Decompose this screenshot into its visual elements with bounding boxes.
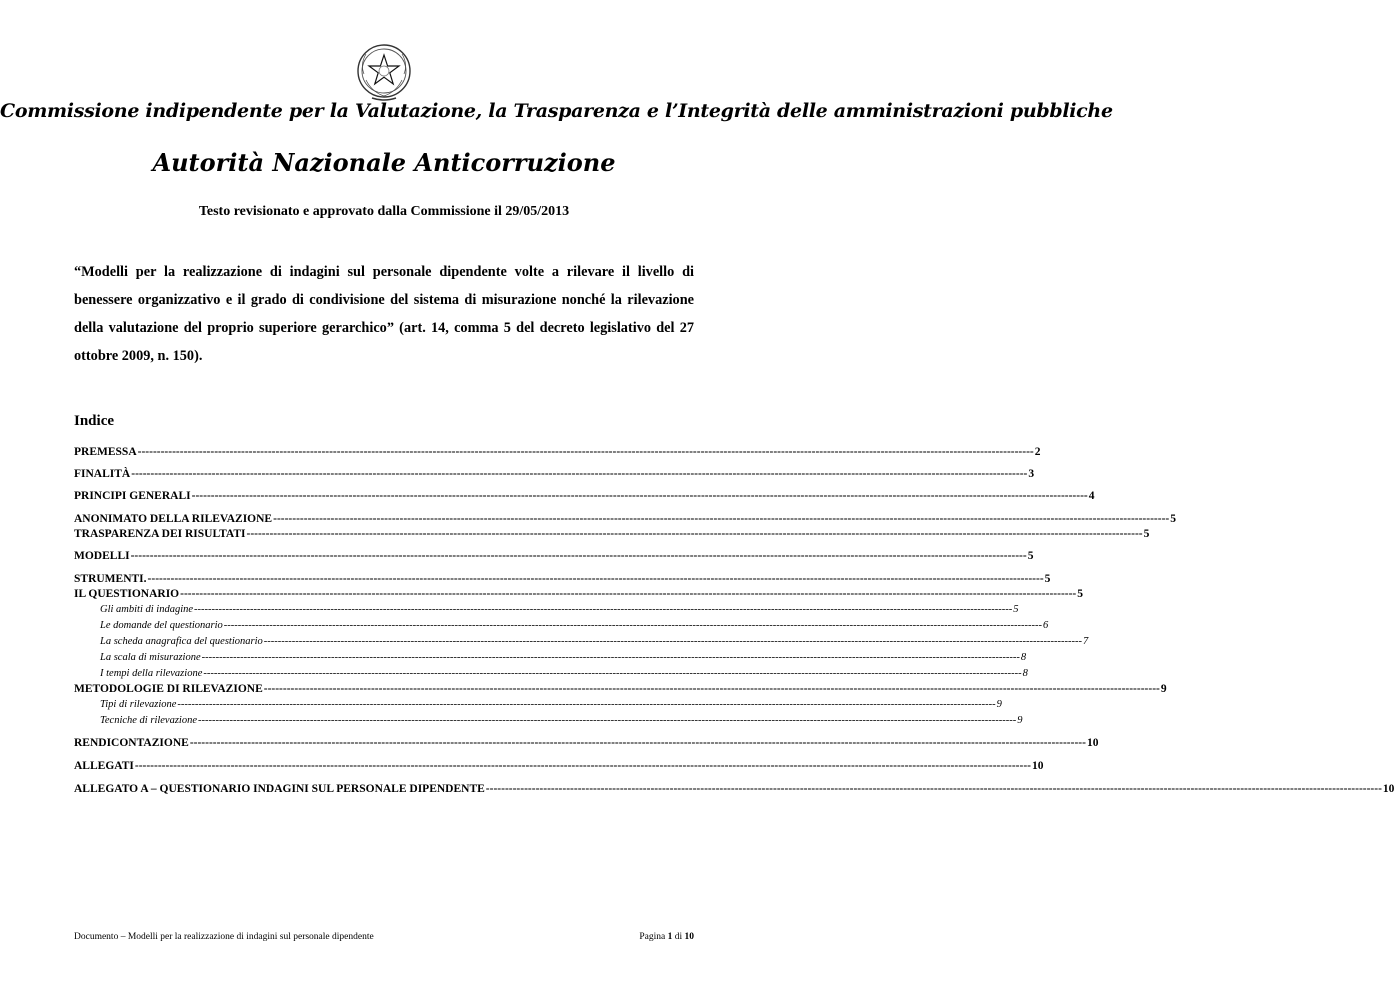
toc-leader <box>246 528 1142 540</box>
toc-entry-tecniche[interactable] <box>100 715 1023 726</box>
toc-entry-page: 7 <box>1082 636 1089 647</box>
footer-page-number <box>620 932 694 942</box>
index-heading: Indice <box>74 413 115 429</box>
toc-entry-label: Le domande del questionario <box>100 620 223 631</box>
toc-leader <box>190 737 1086 749</box>
document-title: “Modelli per la realizzazione di indagini sul personale dipendente volte a rilevare il livello di benessere organizzativo e il grado di condivisione del sistema di misurazione nonché la rilevazione della valutazione del proprio superiore gerarchico” (art. 14, comma 5 del decreto legislativo del 27 ottobre 2009, n. 150). <box>74 264 694 364</box>
toc-entry-page: 5 <box>1044 573 1051 585</box>
authority-name: Autorità Nazionale Anticorruzione <box>152 148 616 177</box>
toc-entry-rendicontazione[interactable] <box>74 737 1099 749</box>
toc-entry-label: RENDICONTAZIONE <box>74 737 189 749</box>
toc-entry-label: ALLEGATO A – QUESTIONARIO INDAGINI SUL PERSONALE DIPENDENTE <box>74 783 485 795</box>
footer-page-total: 10 <box>684 932 694 942</box>
toc-leader <box>198 715 1016 726</box>
toc-entry-page: 10 <box>1031 760 1044 772</box>
toc-entry-label: Tecniche di rilevazione <box>100 715 198 726</box>
footer-page-prefix: Pagina <box>639 932 666 942</box>
toc-entry-questionario[interactable] <box>74 588 1084 600</box>
toc-entry-page: 5 <box>1027 550 1034 562</box>
toc-entry-label: MODELLI <box>74 550 130 562</box>
toc-leader <box>202 652 1020 663</box>
approval-line: Testo revisionato e approvato dalla Commissione il 29/05/2013 <box>198 204 570 219</box>
toc-entry-label: La scala di misurazione <box>100 652 201 663</box>
toc-entry-page: 5 <box>1143 528 1150 540</box>
toc-entry-page: 2 <box>1034 446 1041 458</box>
italian-republic-emblem <box>352 40 416 104</box>
toc-leader <box>486 783 1382 795</box>
toc-entry-scala[interactable] <box>100 652 1027 663</box>
toc-entry-strumenti[interactable] <box>74 573 1051 585</box>
toc-leader <box>135 760 1031 772</box>
toc-leader <box>224 620 1042 631</box>
toc-entry-page: 8 <box>1020 652 1027 663</box>
toc-entry-anonimato[interactable] <box>74 513 1176 525</box>
toc-entry-label: PREMESSA <box>74 446 137 458</box>
toc-entry-page: 4 <box>1088 490 1095 502</box>
toc-entry-label: ANONIMATO DELLA RILEVAZIONE <box>74 513 273 525</box>
footer-page-current: 1 <box>667 932 673 942</box>
toc-entry-scheda-anagrafica[interactable] <box>100 636 1089 647</box>
toc-entry-label: IL QUESTIONARIO <box>74 588 180 600</box>
toc-leader <box>148 573 1044 585</box>
toc-entry-page: 9 <box>1017 715 1023 726</box>
toc-entry-modelli[interactable] <box>74 550 1034 562</box>
toc-entry-domande[interactable] <box>100 620 1049 631</box>
toc-leader <box>131 468 1027 480</box>
toc-entry-label: METODOLOGIE DI RILEVAZIONE <box>74 683 263 695</box>
toc-entry-label: I tempi della rilevazione <box>100 668 203 679</box>
toc-entry-page: 10 <box>1086 737 1099 749</box>
toc-entry-page: 9 <box>1160 683 1167 695</box>
toc-leader <box>131 550 1027 562</box>
toc-entry-trasparenza[interactable] <box>74 528 1150 540</box>
toc-leader <box>138 446 1034 458</box>
toc-leader <box>203 668 1021 679</box>
toc-entry-label: La scheda anagrafica del questionario <box>100 636 263 647</box>
footer-page-sep: di <box>674 932 683 942</box>
toc-entry-page: 6 <box>1042 620 1049 631</box>
toc-leader <box>273 513 1169 525</box>
toc-entry-allegati[interactable] <box>74 760 1044 772</box>
toc-leader <box>180 588 1076 600</box>
commission-name: Commissione indipendente per la Valutazione, la Trasparenza e l’Integrità delle amministrazioni pubbliche <box>0 100 1113 122</box>
toc-entry-label: Gli ambiti di indagine <box>100 604 194 615</box>
toc-entry-premessa[interactable] <box>74 446 1041 458</box>
toc-leader <box>192 490 1088 502</box>
toc-entry-page: 3 <box>1028 468 1035 480</box>
toc-entry-metodologie[interactable] <box>74 683 1167 695</box>
toc-leader <box>264 683 1160 695</box>
toc-entry-finalita[interactable] <box>74 468 1035 480</box>
toc-leader <box>194 604 1012 615</box>
toc-leader <box>177 699 995 710</box>
toc-entry-allegato-a[interactable] <box>74 783 1394 795</box>
toc-entry-page: 5 <box>1077 588 1084 600</box>
toc-entry-label: STRUMENTI. <box>74 573 147 585</box>
toc-entry-page: 8 <box>1022 668 1028 679</box>
toc-entry-page: 5 <box>1170 513 1176 525</box>
toc-leader <box>264 636 1082 647</box>
toc-entry-page: 5 <box>1013 604 1019 615</box>
toc-entry-ambiti[interactable] <box>100 604 1019 615</box>
toc-entry-page: 9 <box>996 699 1002 710</box>
toc-entry-tempi[interactable] <box>100 668 1028 679</box>
toc-entry-label: ALLEGATI <box>74 760 134 772</box>
toc-entry-label: TRASPARENZA DEI RISULTATI <box>74 528 246 540</box>
toc-entry-label: PRINCIPI GENERALI <box>74 490 191 502</box>
toc-entry-page: 10 <box>1382 783 1394 795</box>
toc-entry-label: FINALITÀ <box>74 468 131 480</box>
toc-entry-tipi[interactable] <box>100 699 1002 710</box>
toc-entry-label: Tipi di rilevazione <box>100 699 177 710</box>
toc-entry-principi-generali[interactable] <box>74 490 1095 502</box>
footer-document-label: Documento – Modelli per la realizzazione di indagini sul personale dipendente <box>74 932 374 942</box>
